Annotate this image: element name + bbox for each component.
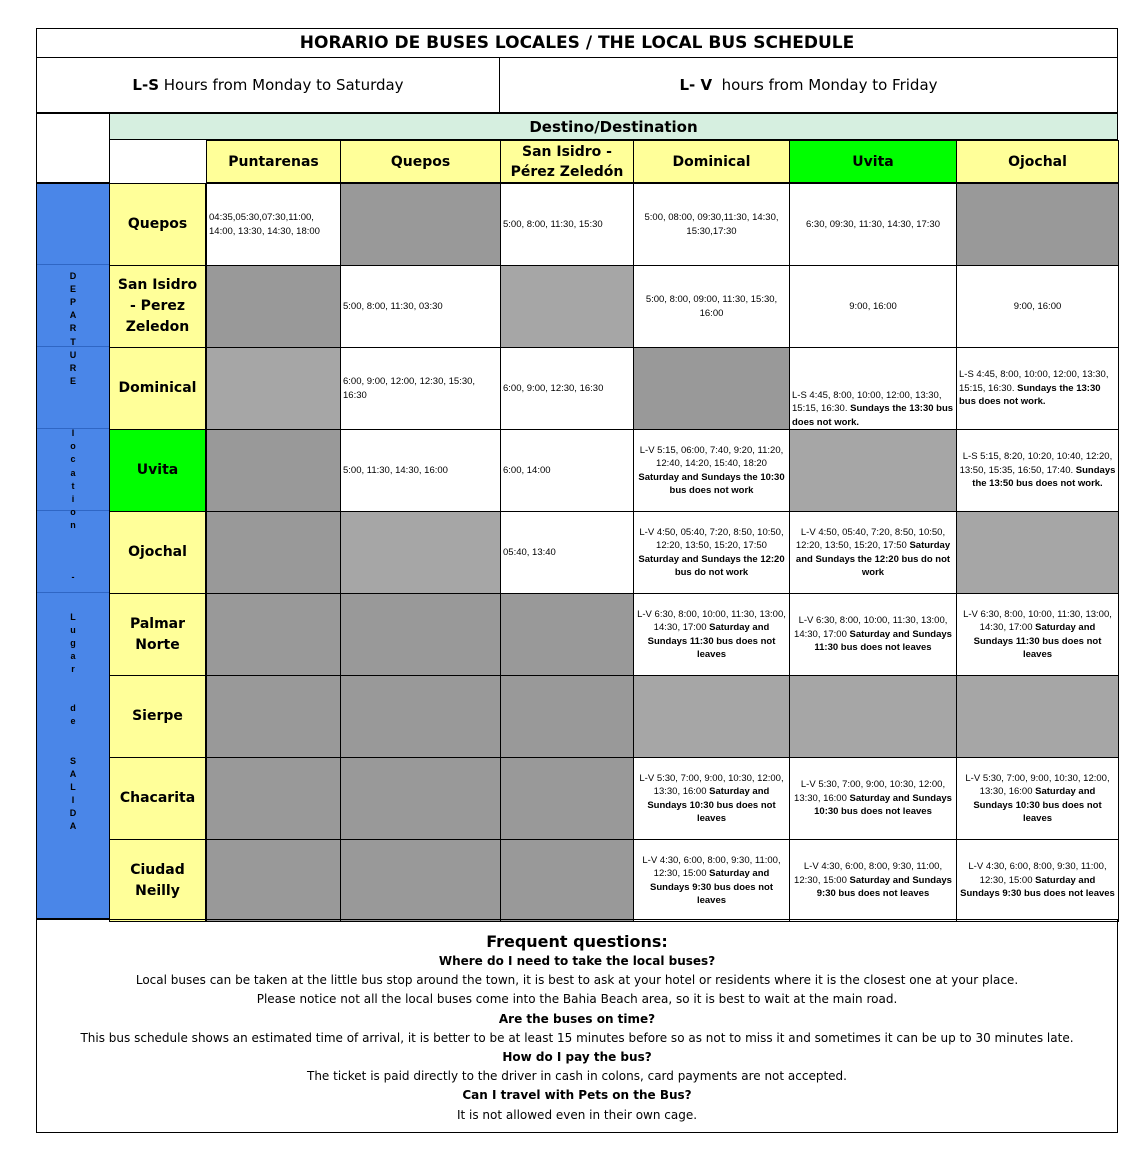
no-service-cell: [500, 757, 634, 840]
column-header: Quepos: [340, 140, 501, 183]
schedule-times: [636, 772, 787, 826]
departure-times-text: 6:00, 9:00, 12:30, 16:30: [503, 382, 604, 394]
schedule-exception-note: Saturday and Sundays 11:30 bus does not leaves: [814, 628, 952, 654]
sidebar-label-char: T: [70, 336, 76, 347]
sidebar-label-char: l: [71, 428, 75, 439]
sidebar-label-char: E: [69, 375, 76, 386]
sidebar-label-char: r: [71, 664, 75, 674]
no-service-cell: [206, 265, 341, 348]
sidebar-divider: [37, 264, 109, 265]
schedule-times: [792, 389, 954, 430]
schedule-exception-note: Sundays the 13:50 bus does not work.: [972, 464, 1116, 490]
no-service-cell: [206, 511, 341, 594]
departure-times-text: L-S 4:45, 8:00, 10:00, 12:00, 13:30, 15:15, 16:30.: [792, 389, 942, 414]
schedule-times: [959, 608, 1116, 662]
schedule-cell: [206, 183, 341, 266]
sidebar-label-char: A: [69, 310, 77, 321]
no-service-cell: [340, 675, 501, 758]
faq-answer: The ticket is paid directly to the driver in cash in colons, card payments are not accepted.: [307, 1069, 847, 1084]
schedule-cell: [956, 839, 1119, 922]
sidebar-label-char: n: [70, 519, 76, 530]
sidebar-label-char: L: [70, 781, 76, 792]
departure-times-text: L-V 5:15, 06:00, 7:40, 9:20, 11:20, 12:40, 14:20, 15:40, 18:20: [639, 444, 784, 469]
sidebar-label-char: D: [69, 808, 77, 819]
no-service-cell: [789, 429, 957, 512]
sidebar-label-char: P: [69, 297, 76, 308]
schedule-times: [636, 444, 787, 498]
schedule-times: [503, 546, 556, 560]
no-service-cell: [956, 675, 1119, 758]
sidebar-label-char: i: [71, 493, 75, 504]
departure-times-text: L-V 5:30, 7:00, 9:00, 10:30, 12:00, 13:30, 16:00: [965, 772, 1110, 797]
schedule-times: [792, 860, 954, 901]
departure-times-text: 5:00, 8:00, 11:30, 15:30: [503, 218, 603, 230]
schedule-times: [636, 608, 787, 662]
schedule-cell: [633, 429, 790, 512]
departure-times-text: 04:35,05:30,07:30,11:00, 14:00, 13:30, 14:30, 18:00: [209, 212, 320, 237]
sidebar-label-char: E: [69, 284, 76, 295]
faq-question: Are the buses on time?: [498, 1011, 656, 1026]
sidebar-label-char: u: [70, 624, 76, 635]
departure-times-text: 5:00, 11:30, 14:30, 16:00: [343, 464, 448, 476]
schedule-cell: [633, 593, 790, 676]
schedule-exception-note: Saturday and Sundays the 10:30 bus does not work: [638, 471, 785, 496]
schedule-times: [636, 211, 787, 238]
no-service-cell: [206, 347, 341, 430]
schedule-exception-note: Saturday and Sundays 9:30 bus does not leaves: [960, 874, 1115, 900]
sidebar-label-char: R: [69, 362, 77, 373]
schedule-cell: [789, 265, 957, 348]
schedule-exception-note: Saturday and Sundays 9:30 bus does not leaves: [650, 868, 773, 906]
schedule-exception-note: Sundays the 13:30 bus does not work.: [792, 403, 954, 428]
sidebar-label-char: a: [70, 650, 76, 661]
schedule-cell: [789, 347, 957, 430]
no-service-cell: [956, 511, 1119, 594]
row-label-departure: Chacarita: [109, 757, 206, 840]
sidebar-divider: [37, 592, 109, 593]
legend-ls-code: L-S: [132, 76, 159, 94]
sidebar-label-char: S: [69, 755, 76, 766]
schedule-cell: [789, 593, 957, 676]
row-label-departure: Uvita: [109, 429, 206, 512]
legend-monday-saturday: [36, 57, 500, 113]
departure-times-text: 9:00, 16:00: [1013, 300, 1062, 312]
schedule-exception-note: Saturday and Sundays 11:30 bus does not leaves: [647, 622, 776, 660]
schedule-times: [959, 450, 1116, 491]
schedule-cell: [500, 347, 634, 430]
no-service-cell: [500, 593, 634, 676]
schedule-times: [503, 464, 551, 478]
row-label-departure: Ciudad Neilly: [109, 839, 206, 922]
schedule-cell: [633, 265, 790, 348]
departure-times-text: 05:40, 13:40: [503, 546, 556, 558]
schedule-times: [792, 526, 954, 580]
row-label-departure: San Isidro - Perez Zeledon: [109, 265, 206, 348]
schedule-cell: [956, 757, 1119, 840]
schedule-times: [636, 854, 787, 908]
faq-question: Can I travel with Pets on the Bus?: [462, 1088, 692, 1103]
sidebar-label-char: I: [71, 795, 75, 805]
legend-lv-text: hours from Monday to Friday: [712, 76, 938, 94]
no-service-cell: [340, 839, 501, 922]
row-label-departure: Ojochal: [109, 511, 206, 594]
sidebar-label-char: g: [70, 637, 76, 648]
departure-times-text: L-V 4:30, 6:00, 8:00, 9:30, 11:00, 12:30, 15:00: [968, 861, 1107, 886]
sidebar-label-char: a: [70, 467, 76, 478]
schedule-cell: [956, 593, 1119, 676]
departure-times-text: 5:00, 8:00, 09:00, 11:30, 15:30, 16:00: [645, 294, 778, 319]
schedule-cell: [633, 511, 790, 594]
faq-answer: Local buses can be taken at the little bus stop around the town, it is best to ask at your hotel or residents where it is the closest one at your place.: [135, 973, 1019, 988]
schedule-times: [503, 382, 603, 396]
corner-cell: [36, 113, 110, 183]
schedule-cell: [500, 511, 634, 594]
faq-title: Frequent questions:: [486, 932, 668, 951]
column-header: Ojochal: [956, 140, 1119, 183]
sidebar-label-char: A: [69, 768, 77, 779]
sidebar-label-char: t: [71, 480, 75, 491]
schedule-times: [209, 211, 338, 238]
no-service-cell: [206, 593, 341, 676]
schedule-cell: [789, 511, 957, 594]
schedule-cell: [500, 429, 634, 512]
schedule-times: [959, 368, 1116, 409]
departure-times-text: L-V 5:30, 7:00, 9:00, 10:30, 12:00, 13:30, 16:00: [794, 779, 946, 804]
faq-answer: This bus schedule shows an estimated time of arrival, it is better to be at least 15 minutes before so as not to miss it and sometimes it can be up to 30 minutes late.: [80, 1030, 1074, 1045]
schedule-cell: [340, 429, 501, 512]
no-service-cell: [500, 675, 634, 758]
schedule-cell: [340, 265, 501, 348]
schedule-cell: [633, 183, 790, 266]
departure-times-text: L-V 4:50, 05:40, 7:20, 8:50, 10:50, 12:20, 13:50, 15:20, 17:50: [639, 526, 784, 551]
departure-times-text: L-V 4:30, 6:00, 8:00, 9:30, 11:00, 12:30, 15:00: [794, 861, 943, 886]
schedule-cell: [340, 347, 501, 430]
schedule-times: [806, 218, 940, 232]
sidebar-label-char: -: [71, 572, 75, 583]
faq-question: Where do I need to take the local buses?: [438, 954, 716, 968]
schedule-cell: [789, 757, 957, 840]
departure-times-text: 6:00, 14:00: [503, 464, 551, 476]
schedule-cell: [500, 183, 634, 266]
no-service-cell: [340, 593, 501, 676]
no-service-cell: [206, 839, 341, 922]
faq-section: [36, 919, 1118, 1133]
no-service-cell: [789, 675, 957, 758]
no-service-cell: [206, 429, 341, 512]
schedule-exception-note: Saturday and Sundays the 12:20 bus do not work: [795, 540, 951, 578]
schedule-cell: [633, 839, 790, 922]
departure-times-text: L-V 4:30, 6:00, 8:00, 9:30, 11:00, 12:30, 15:00: [642, 854, 781, 879]
no-service-cell: [500, 265, 634, 348]
sidebar-label-char: R: [69, 323, 77, 334]
schedule-cell: [789, 183, 957, 266]
schedule-times: [503, 218, 603, 232]
schedule-times: [959, 860, 1116, 901]
column-header: San Isidro - Pérez Zeledón: [500, 140, 634, 183]
schedule-cell: [633, 757, 790, 840]
no-service-cell: [500, 839, 634, 922]
faq-answer: It is not allowed even in their own cage.: [456, 1107, 698, 1122]
schedule-times: [636, 526, 787, 580]
departure-times-text: L-V 6:30, 8:00, 10:00, 11:30, 13:00, 14:30, 17:00: [637, 608, 786, 633]
departure-times-text: L-S 4:45, 8:00, 10:00, 12:00, 13:30, 15:15, 16:30.: [959, 369, 1109, 394]
row-label-departure: Dominical: [109, 347, 206, 430]
departure-times-text: 6:30, 09:30, 11:30, 14:30, 17:30: [806, 218, 940, 230]
faq-question: How do I pay the bus?: [502, 1050, 652, 1064]
no-service-cell: [633, 675, 790, 758]
sidebar-label-char: c: [70, 454, 76, 465]
schedule-times: [636, 293, 787, 320]
departure-times-text: 5:00, 08:00, 09:30,11:30, 14:30, 15:30,17:30: [644, 212, 779, 237]
schedule-cell: [789, 839, 957, 922]
schedule-times: [792, 614, 954, 655]
schedule-exception-note: Sundays the 13:30 bus does not work.: [959, 382, 1101, 408]
no-service-cell: [340, 757, 501, 840]
legend-ls-text: Hours from Monday to Saturday: [159, 76, 404, 94]
legend-lv-code: L- V: [679, 76, 713, 94]
no-service-cell: [340, 183, 501, 266]
schedule-times: [343, 375, 498, 402]
schedule-times: [792, 778, 954, 819]
schedule-exception-note: Saturday and Sundays 10:30 bus does not leaves: [647, 786, 776, 824]
departure-times-text: 9:00, 16:00: [849, 300, 897, 312]
sidebar-label-char: o: [70, 506, 76, 517]
departure-times-text: L-V 6:30, 8:00, 10:00, 11:30, 13:00, 14:30, 17:00: [794, 615, 948, 640]
departure-times-text: L-V 6:30, 8:00, 10:00, 11:30, 13:00, 14:30, 17:00: [963, 608, 1112, 633]
schedule-exception-note: Saturday and Sundays the 12:20 bus do not work: [638, 553, 785, 578]
no-service-cell: [956, 183, 1119, 266]
schedule-exception-note: Saturday and Sundays 11:30 bus does not leaves: [973, 622, 1102, 660]
sidebar-label-char: L: [70, 611, 76, 622]
schedule-times: [343, 300, 443, 314]
schedule-times: [343, 464, 448, 478]
sidebar-label-char: D: [69, 271, 77, 281]
column-header: Puntarenas: [206, 140, 341, 183]
departure-times-text: L-V 5:30, 7:00, 9:00, 10:30, 12:00, 13:30, 16:00: [639, 772, 784, 797]
schedule-cell: [956, 265, 1119, 348]
sidebar-label-char: d: [70, 703, 76, 714]
schedule-times: [1014, 300, 1062, 314]
row-label-departure: Sierpe: [109, 675, 206, 758]
sidebar-label-char: U: [69, 349, 77, 360]
faq-answer: Please notice not all the local buses come into the Bahia Beach area, so it is best to wait at the main road.: [256, 992, 898, 1007]
sidebar-label-char: A: [69, 821, 77, 832]
no-service-cell: [340, 511, 501, 594]
departure-times-text: 5:00, 8:00, 11:30, 03:30: [343, 300, 443, 312]
column-header: Uvita: [789, 140, 957, 183]
sidebar-label-char: o: [70, 441, 76, 452]
schedule-cell: [956, 347, 1119, 430]
departure-times-text: 6:00, 9:00, 12:00, 12:30, 15:30, 16:30: [343, 376, 476, 401]
schedule-cell: [956, 429, 1119, 512]
column-header: Dominical: [633, 140, 790, 183]
schedule-times: [849, 300, 897, 314]
schedule-times: [959, 772, 1116, 826]
sidebar-label-char: e: [70, 716, 76, 727]
departure-times-text: L-S 5:15, 8:20, 10:20, 10:40, 12:20, 13:50, 15:35, 16:50, 17:40.: [959, 451, 1113, 476]
destination-header: Destino/Destination: [109, 113, 1118, 140]
legend-monday-friday: [499, 57, 1118, 113]
schedule-exception-note: Saturday and Sundays 10:30 bus does not leaves: [973, 786, 1102, 824]
page-title: HORARIO DE BUSES LOCALES / THE LOCAL BUS SCHEDULE: [36, 28, 1118, 58]
no-service-cell: [633, 347, 790, 430]
schedule-exception-note: Saturday and Sundays 10:30 bus does not leaves: [814, 792, 952, 818]
departure-times-text: L-V 4:50, 05:40, 7:20, 8:50, 10:50, 12:20, 13:50, 15:20, 17:50: [795, 526, 946, 551]
no-service-cell: [206, 757, 341, 840]
schedule-exception-note: Saturday and Sundays 9:30 bus does not leaves: [816, 874, 952, 900]
no-service-cell: [206, 675, 341, 758]
row-label-departure: Palmar Norte: [109, 593, 206, 676]
row-label-departure: Quepos: [109, 183, 206, 266]
